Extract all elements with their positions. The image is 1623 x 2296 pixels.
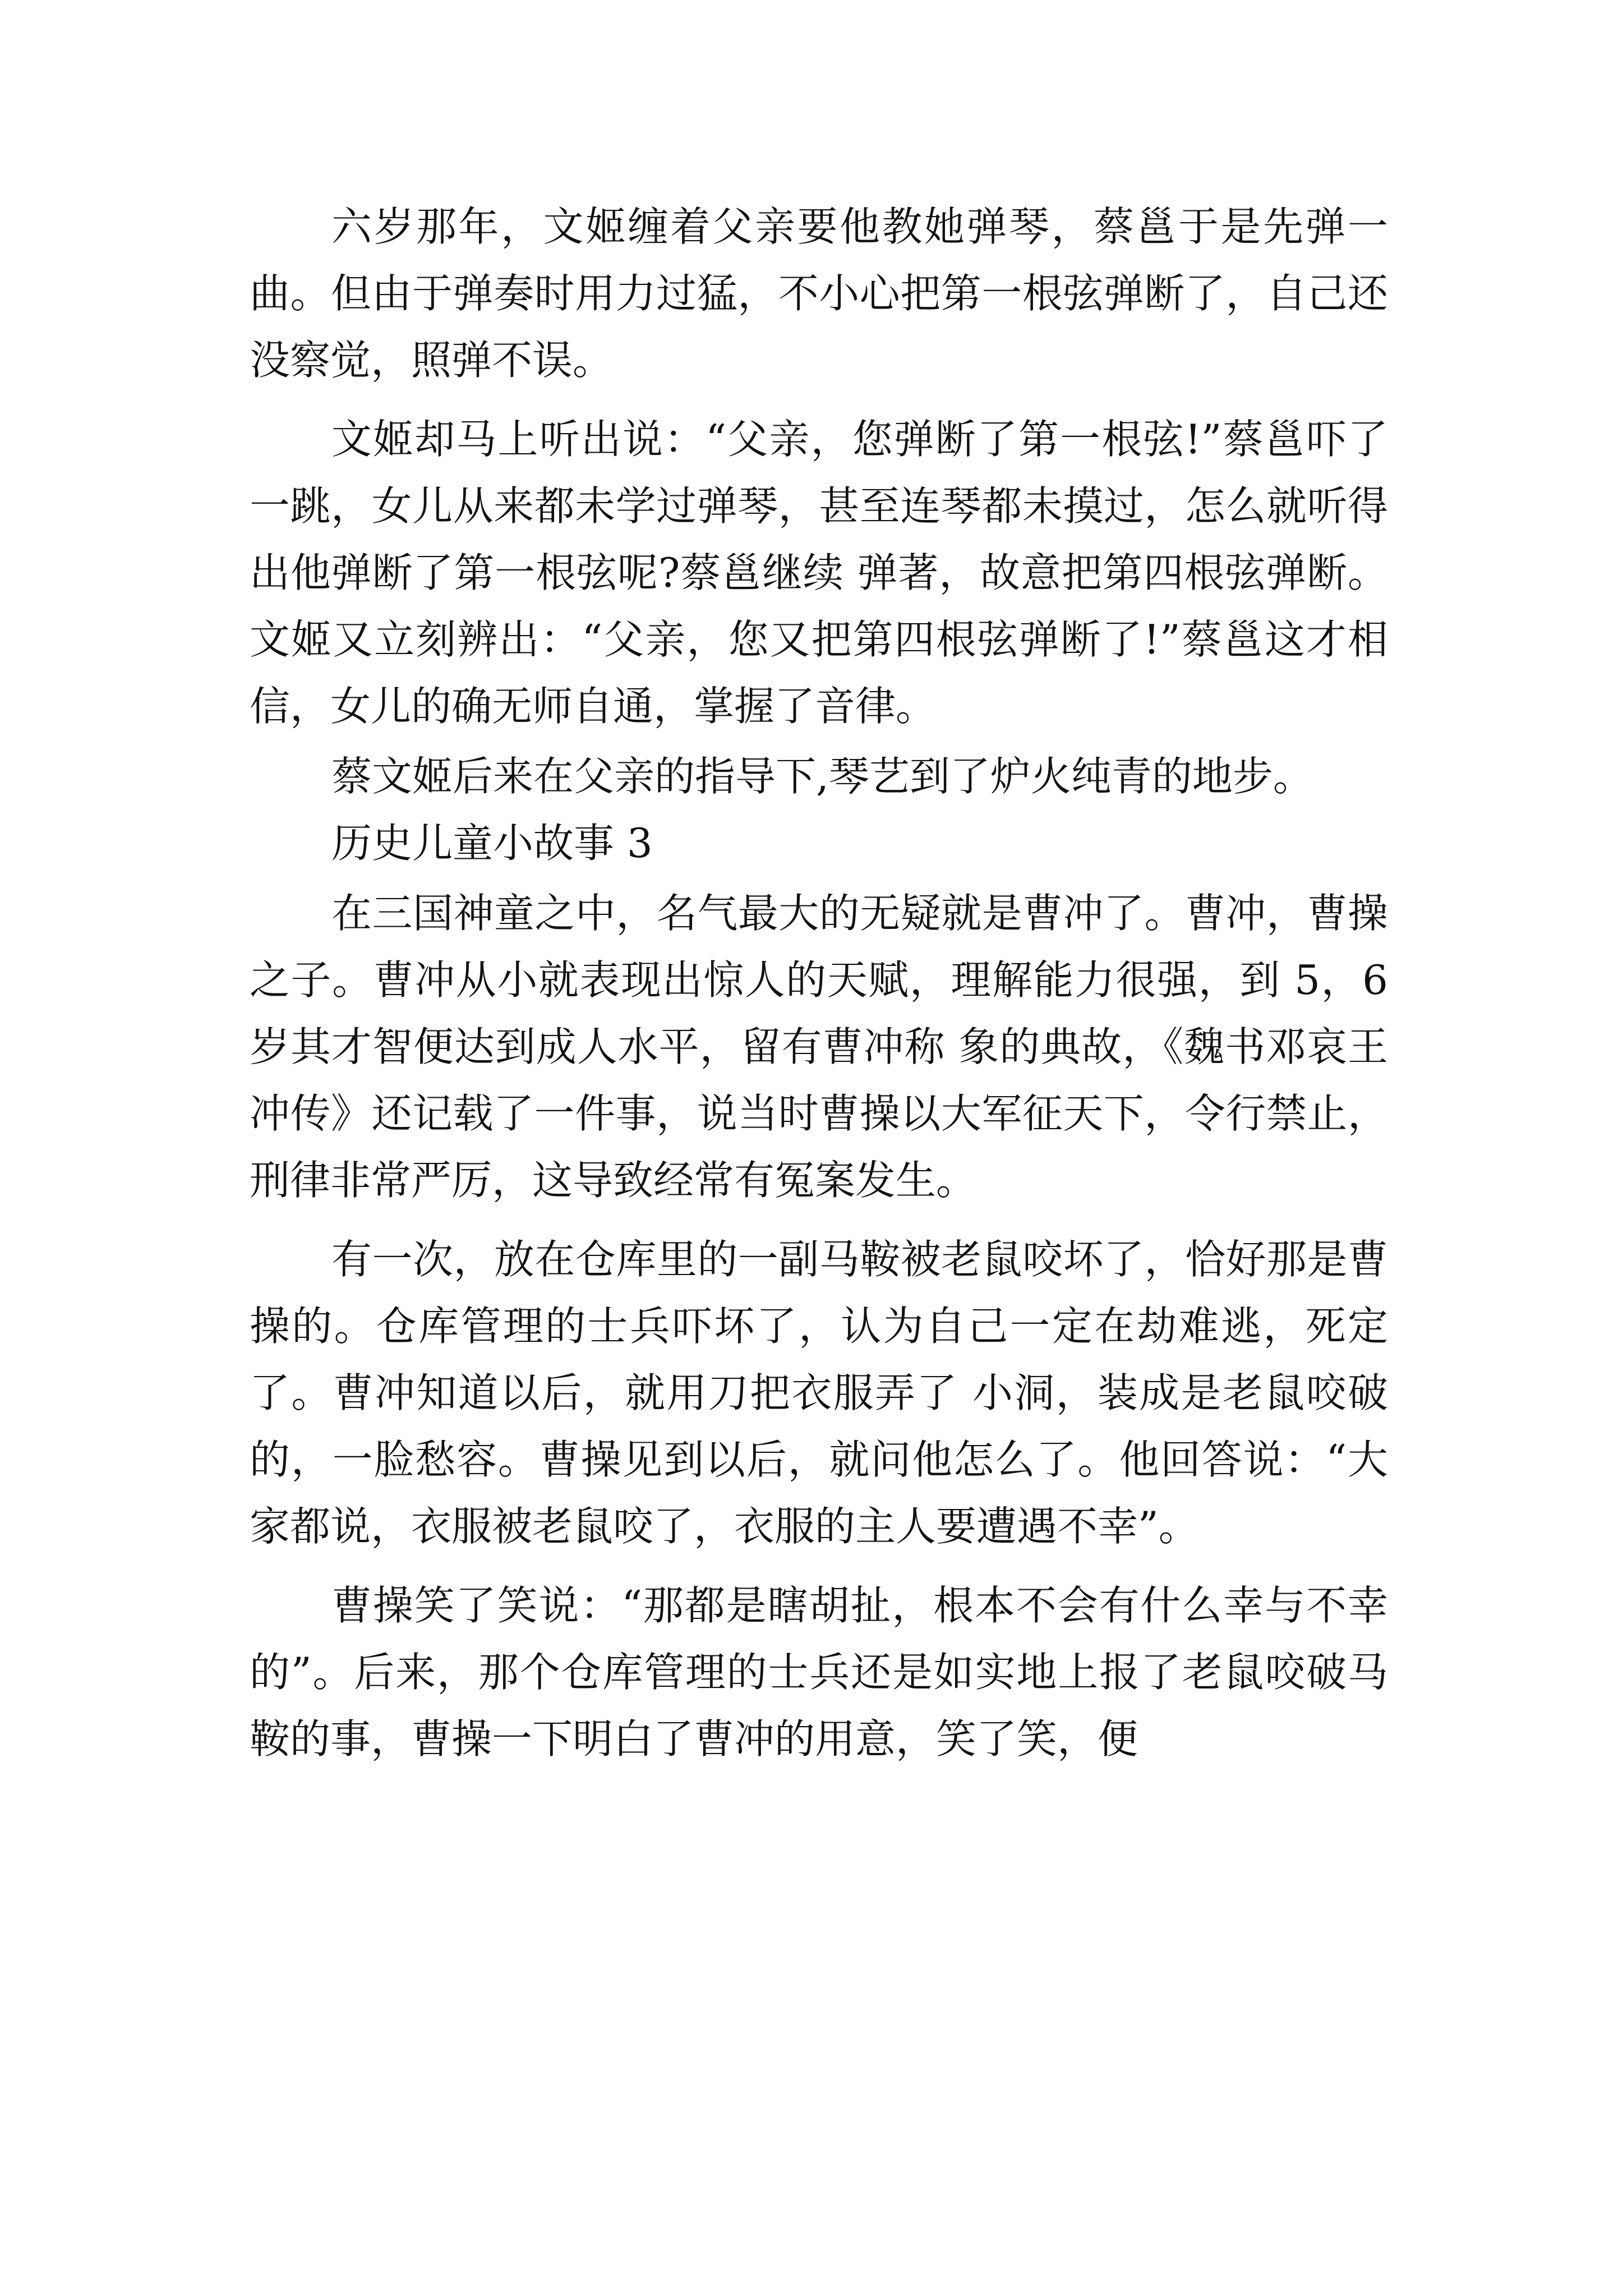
paragraph-wenji-hears-broken-string: 文姬却马上听出说：“父亲，您弹断了第一根弦!”蔡邕吓了一跳，女儿从来都未学过弹琴，甚至连琴都未摸过，怎么就听得出他弹断了第一根弦呢?蔡邕继续 弹著，故意把第四根弦弹断。文姬又立刻辨出：“父亲，您又把第四根弦弹断了!”蔡邕这才相信，女儿的确无师自通，掌握了音律。	[250, 416, 1388, 730]
paragraph-saddle-bitten: 有一次，放在仓库里的一副马鞍被老鼠咬坏了，恰好那是曹操的。仓库管理的士兵吓坏了，认为自己一定在劫难逃，死定了。曹冲知道以后，就用刀把衣服弄了 小洞，装成是老鼠咬破的，一脸愁容。曹操见到以后，就问他怎么了。他回答说：“大家都说，衣服被老鼠咬了，衣服的主人要遭遇不幸”。	[250, 1236, 1388, 1550]
section-heading: 历史儿童小故事 3	[331, 820, 653, 867]
paragraph-cao-cao-laughs: 曹操笑了笑说：“那都是瞎胡扯，根本不会有什么幸与不幸的”。后来，那个仓库管理的士兵还是如实地上报了老鼠咬破马鞍的事，曹操一下明白了曹冲的用意，笑了笑，便	[250, 1582, 1388, 1763]
paragraph-cao-chong-intro: 在三国神童之中，名气最大的无疑就是曹冲了。曹冲，曹操之子。曹冲从小就表现出惊人的天赋，理解能力很强，到 5，6 岁其才智便达到成人水平，留有曹冲称 象的典故，《魏书邓哀王冲传》还记载了一件事，说当时曹操以大军征天下，令行禁止，刑律非常严厉，这导致经常有冤案发生。	[250, 890, 1388, 1204]
paragraph-wenji-mastery: 蔡文姬后来在父亲的指导下,琴艺到了炉火纯青的地步。	[331, 753, 1313, 800]
paragraph-cai-yong-plays-qin: 六岁那年，文姬缠着父亲要他教她弹琴，蔡邕于是先弹一曲。但由于弹奏时用力过猛，不小心把第一根弦弹断了，自己还没察觉，照弹不误。	[250, 203, 1388, 384]
document-body	[250, 194, 1388, 1773]
